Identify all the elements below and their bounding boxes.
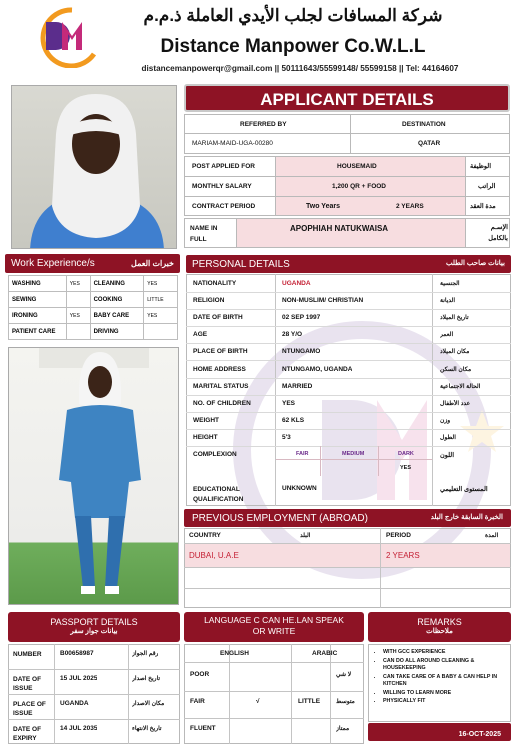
applicant-details-title: APPLICANT DETAILS <box>184 84 510 112</box>
referral-table <box>184 114 510 154</box>
language-header <box>184 612 364 642</box>
contact-line: distancemanpowerqr@gmail.com || 50111643/55599148/ 55599158 || Tel: 44164607 <box>141 64 459 73</box>
salary-label-ar: الراتب <box>478 183 496 190</box>
personal-field-label: PLACE OF BIRTH <box>193 348 248 356</box>
personal-field-value: NTUNGAMO <box>282 348 321 356</box>
previous-employment-header <box>184 509 511 527</box>
row-divider <box>186 429 511 430</box>
personal-field-label-ar: الجنسية <box>440 281 460 287</box>
education-label-ar: المستوى التعليمي <box>440 486 488 493</box>
language-level-label: POOR <box>190 671 210 678</box>
previous-employment-title: PREVIOUS EMPLOYMENT (ABROAD) <box>192 513 368 524</box>
personal-field-label: AGE <box>193 331 208 339</box>
work-skill-label: DRIVING <box>90 324 144 340</box>
complexion-option-medium: MEDIUM <box>342 451 365 457</box>
personal-field-label: NO. OF CHILDREN <box>193 399 251 407</box>
work-experience-row <box>9 276 178 292</box>
passport-field-label-ar: رقم الجواز <box>132 651 159 657</box>
work-experience-title-ar: خبرات العمل <box>131 259 174 268</box>
personal-field-value: 62 KLS <box>282 416 305 424</box>
contract-label: CONTRACT PERIOD <box>192 203 256 210</box>
personal-field-label-ar: العمر <box>440 332 454 339</box>
personal-details-title-ar: بيانات صاحب الطلب <box>445 260 505 267</box>
passport-field-label: PLACE OF ISSUE <box>13 701 46 717</box>
remarks-title: REMARKS <box>417 617 462 627</box>
complexion-option-fair: FAIR <box>296 451 309 457</box>
personal-field-value: NTUNGAMO, UGANDA <box>282 365 353 373</box>
personal-field-label-ar: عدد الأطفال <box>440 400 471 407</box>
work-skill-label: WASHING <box>9 276 67 292</box>
company-logo <box>32 4 104 68</box>
remarks-date-bar <box>368 723 511 741</box>
salary-value: 1,200 QR + FOOD <box>332 183 387 190</box>
remark-item: • PHYSICALLY FIT <box>383 698 506 706</box>
personal-field-label-ar: الديانة <box>440 298 456 305</box>
personal-field-value: 02 SEP 1997 <box>282 314 321 322</box>
remark-item: • CAN TAKE CARE OF A BABY & CAN HELP IN KITCHEN <box>383 674 506 689</box>
referred-by-label: REFERRED BY <box>240 121 287 128</box>
row-divider <box>8 669 180 670</box>
row-divider <box>186 309 511 310</box>
passport-header <box>8 612 180 642</box>
previous-country-value: DUBAI, U.A.E <box>189 551 239 560</box>
row-divider <box>186 378 511 379</box>
work-experience-header <box>5 254 180 273</box>
remarks-header <box>368 612 511 642</box>
personal-field-value: 28 Y/O <box>282 331 303 339</box>
personal-field-label: NATIONALITY <box>193 280 237 287</box>
passport-field-label-ar: تاريخ اصدار <box>132 676 161 682</box>
work-skill-value: YES <box>66 276 90 292</box>
work-skill-label: IRONING <box>9 308 67 324</box>
passport-field-value: B00658987 <box>60 650 94 657</box>
passport-field-label: NUMBER <box>13 651 42 658</box>
row-divider <box>8 694 180 695</box>
destination-value: QATAR <box>418 140 441 147</box>
name-label: NAME IN FULL <box>190 225 218 243</box>
row-divider <box>186 412 511 413</box>
work-skill-value: YES <box>66 308 90 324</box>
language-arabic-value: LITTLE <box>298 698 321 705</box>
contract-label-ar: مدة العقد <box>470 203 496 210</box>
work-skill-label: BABY CARE <box>90 308 144 324</box>
passport-field-value: UGANDA <box>60 700 89 707</box>
language-english-value: √ <box>256 698 260 705</box>
education-value: UNKNOWN <box>282 485 317 492</box>
personal-field-value: MARRIED <box>282 382 313 390</box>
work-experience-row <box>9 324 178 340</box>
salary-label: MONTHLY SALARY <box>192 183 252 190</box>
personal-field-label-ar: تاريخ الميلاد <box>440 315 469 322</box>
language-level-label-ar: متوسط <box>336 699 355 705</box>
personal-field-label-ar: وزن <box>440 417 451 424</box>
work-experience-table <box>8 275 178 340</box>
education-label: EDUCATIONAL QUALIFICATION <box>193 486 244 503</box>
destination-label: DESTINATION <box>402 121 446 128</box>
remark-item: • WILLING TO LEARN MORE <box>383 690 506 698</box>
personal-field-value: 5'3 <box>282 433 291 441</box>
work-skill-label: PATIENT CARE <box>9 324 67 340</box>
row-divider <box>184 718 364 719</box>
personal-field-label-ar: مكان السكن <box>440 366 472 373</box>
work-skill-label: CLEANING <box>90 276 144 292</box>
complexion-label: COMPLEXION <box>193 451 237 458</box>
reference-value: MARIAM-MAID-UGA-00280 <box>192 140 273 147</box>
post-label-ar: الوظيفة <box>470 163 492 170</box>
row-divider <box>186 395 511 396</box>
row-divider <box>186 292 511 293</box>
personal-details-title: PERSONAL DETAILS <box>192 259 290 270</box>
work-experience-title: Work Experience/s <box>11 258 95 269</box>
language-level-label-ar: لا شي <box>336 672 352 678</box>
company-name-arabic: شركة المسافات لجلب الأيدي العاملة ذ.م.م <box>143 6 443 25</box>
remarks-list <box>383 649 506 706</box>
passport-field-label-ar: تاريخ الانتهاء <box>132 726 162 732</box>
personal-field-label: MARITAL STATUS <box>193 382 249 390</box>
passport-field-label: DATE OF ISSUE <box>13 676 42 692</box>
post-value: HOUSEMAID <box>337 163 377 170</box>
passport-title: PASSPORT DETAILS <box>50 617 138 627</box>
country-label-ar: البلد <box>300 533 311 539</box>
personal-details-header <box>186 255 511 273</box>
language-col-english: ENGLISH <box>220 650 249 657</box>
work-skill-label: SEWING <box>9 292 67 308</box>
personal-field-label-ar: مكان الميلاد <box>440 349 470 356</box>
personal-field-value: NON-MUSLIM/ CHRISTIAN <box>282 297 364 305</box>
personal-field-label: HOME ADDRESS <box>193 365 246 373</box>
work-skill-value <box>66 292 90 308</box>
complexion-label-ar: اللون <box>440 452 455 459</box>
work-skill-value <box>66 324 90 340</box>
personal-field-label-ar: الطول <box>440 434 456 441</box>
work-skill-value: YES <box>144 276 178 292</box>
previous-employment-title-ar: الخبرة السابقة خارج البلد <box>430 514 503 521</box>
language-level-label: FLUENT <box>190 725 216 732</box>
passport-title-ar: بيانات جواز سفر <box>70 628 118 635</box>
row-divider <box>8 719 180 720</box>
complexion-option-dark: DARK <box>398 451 414 457</box>
passport-field-label-ar: مكان الاصدار <box>132 701 165 707</box>
period-label: PERIOD <box>386 532 411 539</box>
period-label-ar: المدة <box>485 533 499 539</box>
contract-value-years: 2 YEARS <box>396 203 424 210</box>
language-col-arabic: ARABIC <box>312 650 338 657</box>
personal-field-label: WEIGHT <box>193 416 219 424</box>
row-divider <box>186 446 511 447</box>
remarks-title-ar: ملاحظات <box>426 628 453 635</box>
language-level-label: FAIR <box>190 698 205 705</box>
name-value: APOPHIAH NATUKWAISA <box>290 224 389 233</box>
company-name-english: Distance Manpower Co.W.L.L <box>160 36 426 57</box>
remark-item: • CAN DO ALL AROUND CLEANING & HOUSEKEEPING <box>383 658 506 673</box>
passport-field-value: 15 JUL 2025 <box>60 675 98 682</box>
work-experience-row <box>9 308 178 324</box>
personal-field-label: HEIGHT <box>193 433 218 441</box>
remarks-box <box>368 644 511 722</box>
work-skill-value: YES <box>144 308 178 324</box>
work-experience-row <box>9 292 178 308</box>
applicant-full-body-photo <box>8 347 179 605</box>
applicant-portrait-photo <box>11 85 177 249</box>
personal-field-label: RELIGION <box>193 297 225 305</box>
work-skill-label: COOKING <box>90 292 144 308</box>
country-label: COUNTRY <box>189 532 221 539</box>
personal-field-value: YES <box>282 399 296 407</box>
personal-field-value: UGANDA <box>282 280 311 287</box>
work-skill-value: LITTLE <box>144 292 178 308</box>
contract-value: Two Years <box>306 203 340 210</box>
personal-field-label: DATE OF BIRTH <box>193 314 243 322</box>
previous-employment-table <box>184 528 511 608</box>
row-divider <box>186 343 511 344</box>
row-divider <box>186 326 511 327</box>
remarks-date: 16-OCT-2025 <box>458 731 501 738</box>
previous-period-value: 2 YEARS <box>386 551 420 560</box>
language-level-label-ar: ممتاز <box>336 726 350 732</box>
post-label: POST APPLIED FOR <box>192 163 255 170</box>
row-divider <box>184 691 364 692</box>
passport-field-label: DATE OF EXPIRY <box>13 726 42 742</box>
name-label-ar: الإسـم بالكامل <box>488 224 508 242</box>
complexion-selected: YES <box>400 465 412 471</box>
personal-field-label-ar: الحالة الاجتماعية <box>440 383 481 390</box>
language-title: LANGUAGE C CAN HE.LAN SPEAK OR WRITE <box>204 615 344 636</box>
remark-item: • WITH GCC EXPERIENCE <box>383 649 506 657</box>
passport-field-value: 14 JUL 2035 <box>60 725 98 732</box>
row-divider <box>186 360 511 361</box>
work-skill-value <box>144 324 178 340</box>
